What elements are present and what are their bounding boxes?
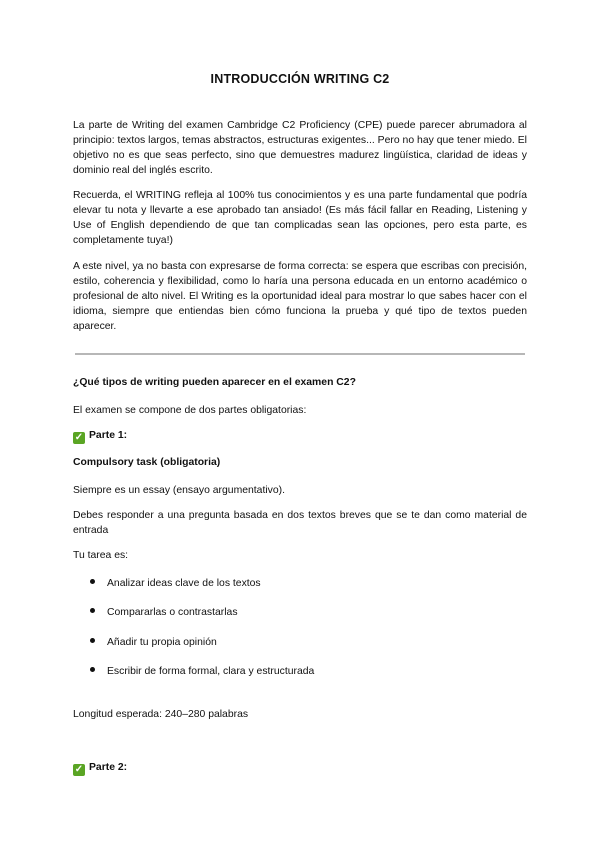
list-item-text: Compararlas o contrastarlas [107, 607, 238, 618]
intro-paragraph-1: La parte de Writing del examen Cambridge C2 Proficiency (CPE) puede parecer abrumadora al principio: textos largos, temas abstractos, estructuras exigentes... Pero no hay que tener miedo. El objetivo no es que seas perfecto, sino que demuestres madurez lingüística, claridad de ideas y dominio real del inglés escrito. [73, 120, 527, 176]
part1-heading [73, 428, 127, 444]
bullet-icon [90, 638, 95, 643]
list-item-text: Añadir tu propia opinión [107, 637, 217, 648]
part2-label: Parte 2: [89, 762, 128, 773]
part2-heading [73, 760, 127, 776]
list-item [90, 664, 314, 679]
list-item-text: Escribir de forma formal, clara y estructurada [107, 666, 315, 677]
part1-detail: Debes responder a una pregunta basada en dos textos breves que se te dan como material de entrada [73, 510, 527, 536]
part1-label: Parte 1: [89, 430, 128, 441]
check-mark-icon: ✓ [74, 432, 84, 443]
intro-paragraph-2: Recuerda, el WRITING refleja al 100% tus conocimientos y es una parte fundamental que podría elevar tu nota y llevarte a ese aprobado tan ansiado! (Es más fácil fallar en Reading, Listening y Use of English dependiendo de que tan complicadas sean las opciones, pero esta parte, es completamente tuya!) [73, 190, 527, 246]
task-label: Tu tarea es: [73, 550, 129, 561]
list-item [90, 635, 217, 650]
list-item [90, 576, 261, 591]
list-item [90, 605, 238, 620]
check-mark-icon: ✓ [74, 764, 84, 775]
horizontal-divider [75, 353, 525, 355]
page-title: INTRODUCCIÓN WRITING C2 [210, 72, 390, 86]
expected-length: Longitud esperada: 240–280 palabras [73, 709, 249, 720]
part1-description: Siempre es un essay (ensayo argumentativo). [73, 485, 285, 496]
bullet-icon [90, 667, 95, 672]
bullet-icon [90, 608, 95, 613]
section-intro: El examen se compone de dos partes obligatorias: [73, 405, 307, 416]
bullet-icon [90, 579, 95, 584]
section-heading: ¿Qué tipos de writing pueden aparecer en el examen C2? [73, 377, 356, 388]
list-item-text: Analizar ideas clave de los textos [107, 578, 261, 589]
part1-title: Compulsory task (obligatoria) [73, 457, 221, 468]
intro-paragraph-3: A este nivel, ya no basta con expresarse de forma correcta: se espera que escribas con precisión, estilo, coherencia y flexibilidad, como lo haría una persona educada en un entorno académico o profesional de alto nivel. El Writing es la oportunidad ideal para mostrar lo que sabes hacer con el idioma, siempre que entiendas bien cómo funciona la prueba y qué tipo de textos pueden aparecer. [73, 261, 527, 332]
